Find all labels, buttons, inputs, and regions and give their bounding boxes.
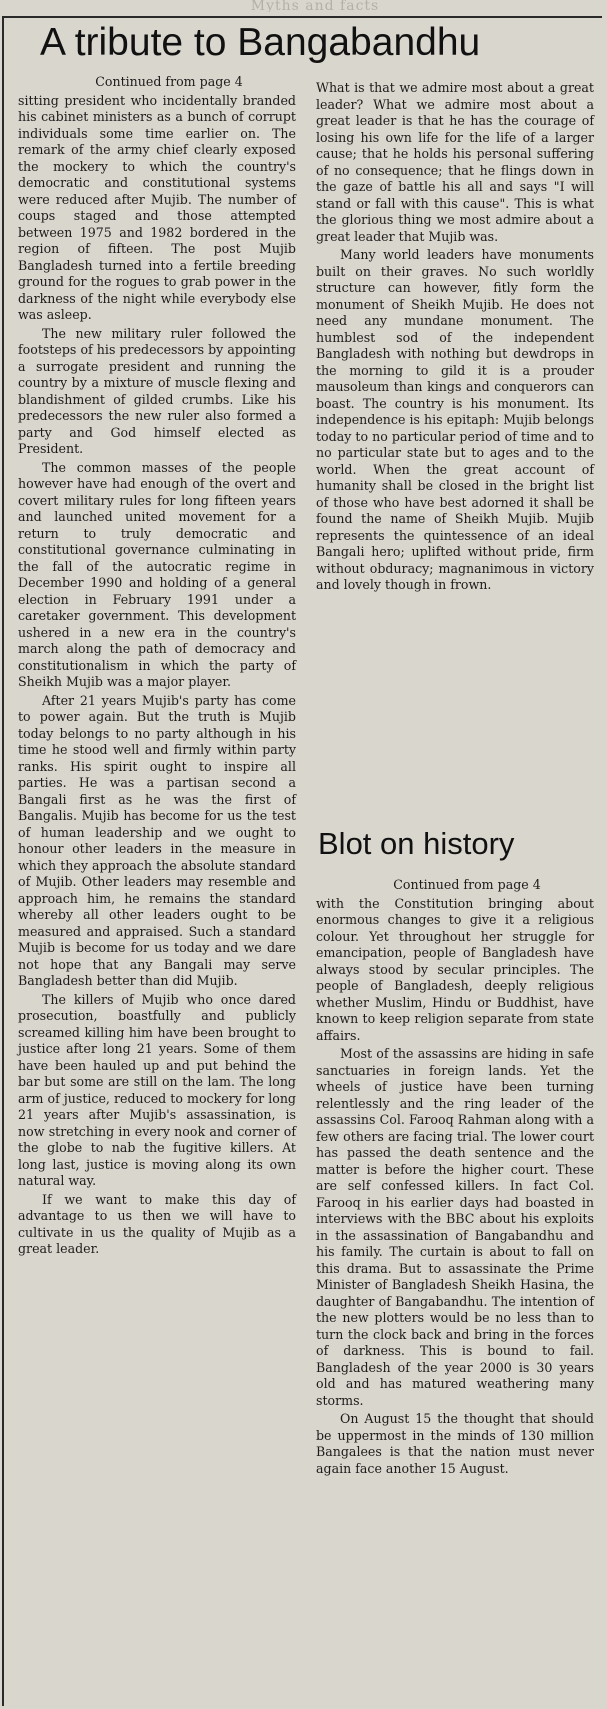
paragraph: with the Constitution bringing about enormous changes to give it a religious colour. Yet throughout her struggle for emancipation, people of Bangladesh have always stood by secular principles. The people of Bangladesh, deeply religious whether Muslim, Hindu or Buddhist, have known to keep religion separate from state affairs. <box>316 895 594 1043</box>
paragraph: After 21 years Mujib's party has come to power again. But the truth is Mujib today belongs to no party although in his time he stood well and firmly within party ranks. His spirit ought to inspire all parties. He was a partisan second a Bangali first as he was the first of Bangalis. Mujib has become for us the test of human leadership and we ought to honour other leaders in the measure in which they approach the absolute standard of Mujib. Other leaders may resemble and approach him, he remains the standard whereby all other leaders ought to be measured and appraised. Such a standard Mujib is become for us today and we dare not hope that any Bangali may serve Bangladesh better than did Mujib. <box>18 692 296 988</box>
column-rule-top <box>2 16 602 18</box>
left-column <box>18 74 296 1260</box>
right-column-bottom <box>316 877 594 1479</box>
paragraph: Many world leaders have monuments built on their graves. No such worldly structure can however, fitly form the monument of Sheikh Mujib. He does not need any mundane monument. The humblest sod of the independent Bangladesh with nothing but dewdrops in the morning to gild it is a prouder mausoleum than kings and conquerors can boast. The country is his monument. Its independence is his epitaph: Mujib belongs today to no particular period of time and to no particular state but to ages and to the world. When the great account of humanity shall be closed in the bright list of those who have best adorned it shall be found the name of Sheikh Mujib. Mujib represents the quintessence of an ideal Bangali hero; uplifted without pride, firm without obduracy; magnanimous in victory and lovely though in frown. <box>316 247 594 592</box>
paragraph: What is that we admire most about a great leader? What we admire most about a great leader is that he has the courage of losing his own life for the life of a larger cause; that he holds his personal suffering of no consequence; that he flings down in the gaze of battle his all and says "I will stand or fall with this cause". This is what the glorious thing we most admire about a great leader that Mujib was. <box>316 80 594 244</box>
headline: A tribute to Bangabandhu <box>40 21 481 64</box>
continued-note: Continued from page 4 <box>393 877 541 892</box>
masthead-fragment: Myths and facts <box>250 0 380 12</box>
paragraph: sitting president who incidentally branded his cabinet ministers as a bunch of corrupt individuals some time earlier on. The remark of the army chief clearly exposed the mockery to which the country's democratic and constitutional systems were reduced after Mujib. The number of coups staged and those attempted between 1975 and 1982 bordered in the region of fifteen. The post Mujib Bangladesh turned into a fertile breeding ground for the rogues to grab power in the darkness of the night while everybody else was asleep. <box>18 92 296 322</box>
paragraph: If we want to make this day of advantage to us then we will have to cultivate in us the quality of Mujib as a great leader. <box>18 1191 296 1256</box>
paragraph: The killers of Mujib who once dared prosecution, boastfully and publicly screamed killing him have been brought to justice after long 21 years. Some of them have been hauled up and put behind the bar but some are still on the lam. The long arm of justice, reduced to mockery for long 21 years after Mujib's assassination, is now stretching in every nook and corner of the globe to nab the fugitive killers. At long last, justice is moving along its own natural way. <box>18 991 296 1188</box>
continued-note: Continued from page 4 <box>95 74 243 89</box>
paragraph: The new military ruler followed the footsteps of his predecessors by appointing a surrogate president and running the country by a mixture of muscle flexing and blandishment of gilded crumbs. Like his predecessors the new ruler also formed a party and God himself elected as President. <box>18 325 296 456</box>
right-column-top <box>316 80 594 596</box>
subheadline: Blot on history <box>318 826 515 861</box>
paragraph: On August 15 the thought that should be uppermost in the minds of 130 million Bangalees is that the nation must never again face another 15 August. <box>316 1411 594 1476</box>
paragraph: The common masses of the people however have had enough of the overt and covert military rules for long fifteen years and launched united movement for a return to truly democratic and constitutional governance culminating in the fall of the autocratic regime in December 1990 and holding of a general election in February 1991 under a caretaker government. This development ushered in a new era in the country's march along the path of democracy and constitutionalism in which the party of Sheikh Mujib was a major player. <box>18 459 296 689</box>
column-rule-left <box>2 16 4 1706</box>
paragraph: Most of the assassins are hiding in safe sanctuaries in foreign lands. Yet the wheels of justice have been turning relentlessly and the ring leader of the assassins Col. Farooq Rahman along with a few others are facing trial. The lower court has passed the death sentence and the matter is before the higher court. These are self confessed killers. In fact Col. Farooq in his earlier days had boasted in interviews with the BBC about his exploits in the assassination of Bangabandhu and his family. The curtain is about to fall on this drama. But to assassinate the Prime Minister of Bangladesh Sheikh Hasina, the daughter of Bangabandhu. The intention of the new plotters would be no less than to turn the clock back and bring in the forces of darkness. This is bound to fail. Bangladesh of the year 2000 is 30 years old and has matured weathering many storms. <box>316 1046 594 1408</box>
